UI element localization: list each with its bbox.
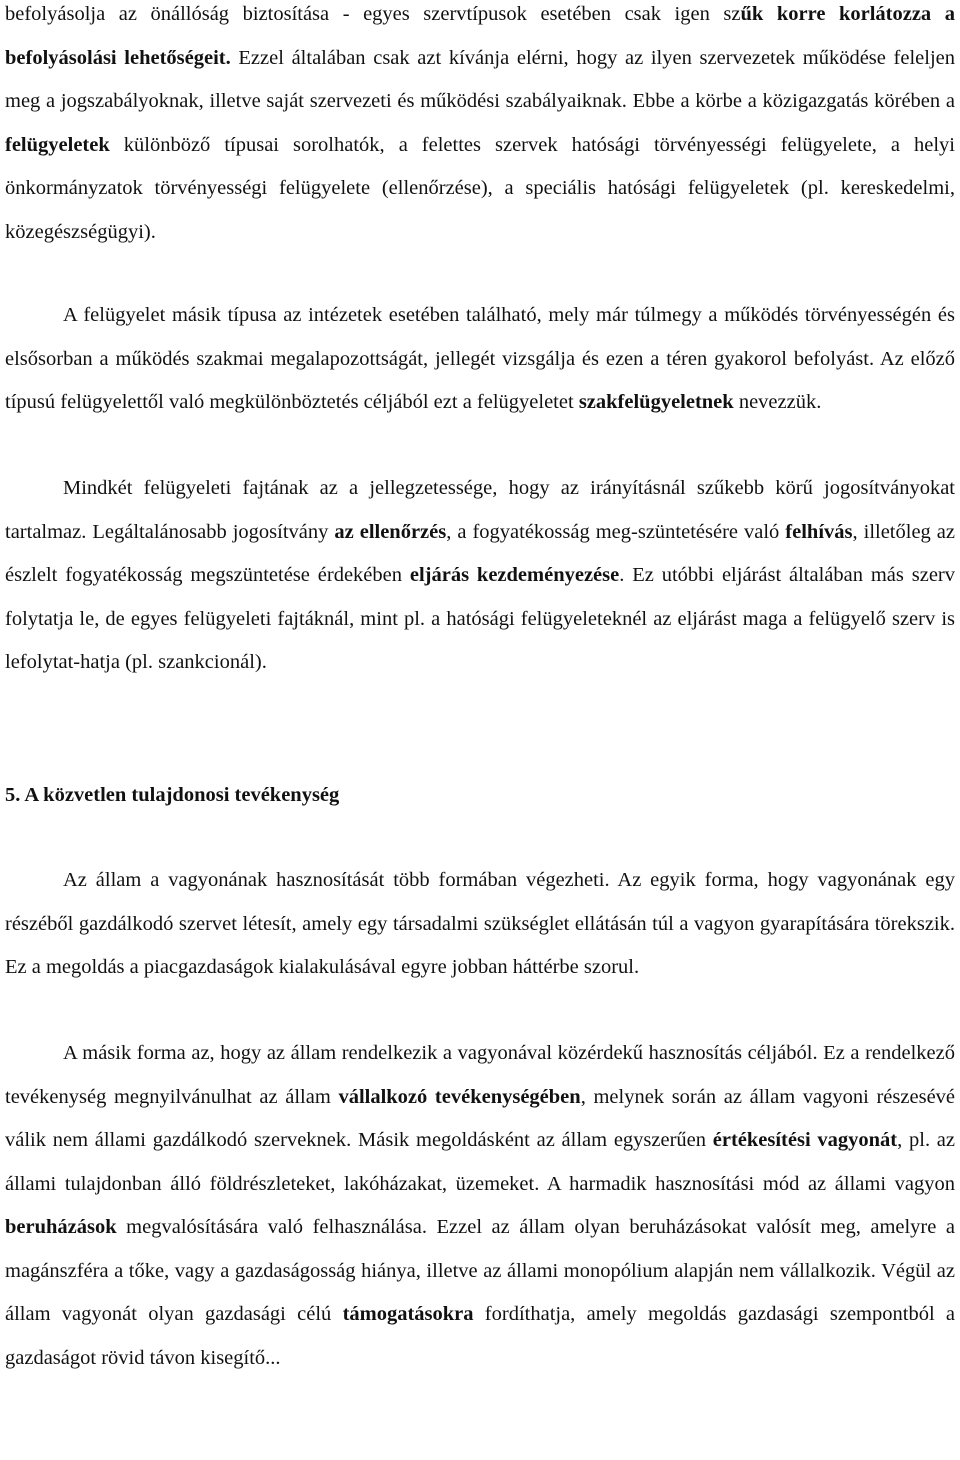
bold-text: eljárás kezdeményezése: [409, 564, 620, 586]
text-run: befolyásolja az önállóság biztosítása - egyes szervtípusok esetében csak igen sz: [5, 3, 741, 25]
text-run: , a fogyatékosság meg-szüntetésére való: [446, 520, 786, 543]
text-run: Az állam a vagyonának hasznosítását több formában végezheti. Az egyik forma, hogy vagyonának egy részéből gazdálkodó szervet létesít, amely egy társadalmi szükséglet ellátásán túl a vagyon gyarapítására törekszik. Ez a megoldás a piacgazdaságok kialakulásával egyre jobban háttérbe szorul.: [5, 869, 955, 978]
text-run: , pl. az állami tulajdonban álló földrészleteket, lakóházakat, üzemeket. A harmadik hasznosítási mód az állami vagyon: [5, 1129, 956, 1195]
text-run: , melynek során az állam vagyoni részesévé válik nem állami gazdálkodó szerveknek. Másik megoldásként az állam egyszerűen: [5, 1085, 956, 1151]
bold-text: szakfelügyeletnek: [578, 391, 734, 413]
bold-text: értékesítési vagyonát: [712, 1129, 898, 1151]
paragraph-supervisory-powers: [5, 467, 955, 685]
bold-text: felügyeletek: [5, 133, 110, 156]
bold-text: támogatásokra: [342, 1303, 474, 1325]
bold-text: az ellenőrzés: [334, 520, 447, 543]
text-run: A felügyelet másik típusa az intézetek esetében található, mely már túlmegy a működés törvényességén és elsősorban a működés szakmai megalapozottságát, jellegét vizsgálja és ezen a téren gyakorol befolyást. Az előző típusú felügyelettől való megkülönböztetés céljából ezt a felügyeletet: [5, 304, 955, 413]
text-run: megvalósítására való felhasználása. Ezzel az állam olyan beruházásokat valósít meg, amelyre a magánszféra a tőke, vagy a gazdaságosság hiánya, illetve az állami monopólium alapján nem vállalkozik. Végül az állam vagyonát olyan gazdasági célú: [5, 1216, 955, 1325]
paragraph-asset-utilisation: [5, 859, 955, 990]
text-run: A másik forma az, hogy az állam rendelkezik a vagyonával közérdekű hasznosítás céljából. Ez a rendelkező tevékenység megnyilvánulhat az állam: [5, 1042, 955, 1108]
paragraph-supervision-types: [5, 0, 955, 254]
bold-text: beruházások: [5, 1216, 117, 1238]
bold-text: felhívás: [785, 520, 853, 543]
text-run: nevezzük.: [733, 391, 822, 413]
text-run: Ezzel általában csak azt kívánja elérni, hogy az ilyen szervezetek működése feleljen meg a jogszabályoknak, illetve saját szervezeti és működési szabályaiknak. Ebbe a körbe a közigazgatás körében a: [5, 46, 955, 112]
text-run: fordíthatja, amely megoldás gazdasági szempontból a gazdaságot rövid távon kisegítő...: [5, 1303, 956, 1369]
paragraph-asset-disposal: [5, 1032, 955, 1380]
bold-text: vállalkozó tevékenységében: [338, 1085, 581, 1108]
section-heading: 5. A közvetlen tulajdonosi tevékenység: [5, 784, 340, 806]
bold-text: űk korre korlátozza a befolyásolási lehetőségeit.: [5, 3, 955, 69]
text-run: Mindkét felügyeleti fajtának az a jellegzetessége, hogy az irányításnál szűkebb körű jogosítványokat tartalmaz. Legáltalánosabb jogosítvány: [5, 477, 955, 543]
paragraph-professional-supervision: [5, 294, 955, 425]
text-run: , illetőleg az észlelt fogyatékosság megszüntetése érdekében: [5, 520, 955, 586]
text-run: különböző típusai sorolhatók, a felettes szervek hatósági törvényességi felügyelete, a helyi önkormányzatok törvényességi felügyelete (ellenőrzése), a speciális hatósági felügyeletek (pl. kereskedelmi, közegészségügyi).: [5, 133, 955, 243]
text-run: . Ez utóbbi eljárást általában más szerv folytatja le, de egyes felügyeleti fajtáknál, mint pl. a hatósági felügyeleteknél az eljárást maga a felügyelő szerv is lefolytat-hatja (pl. szankcionál).: [5, 564, 955, 673]
